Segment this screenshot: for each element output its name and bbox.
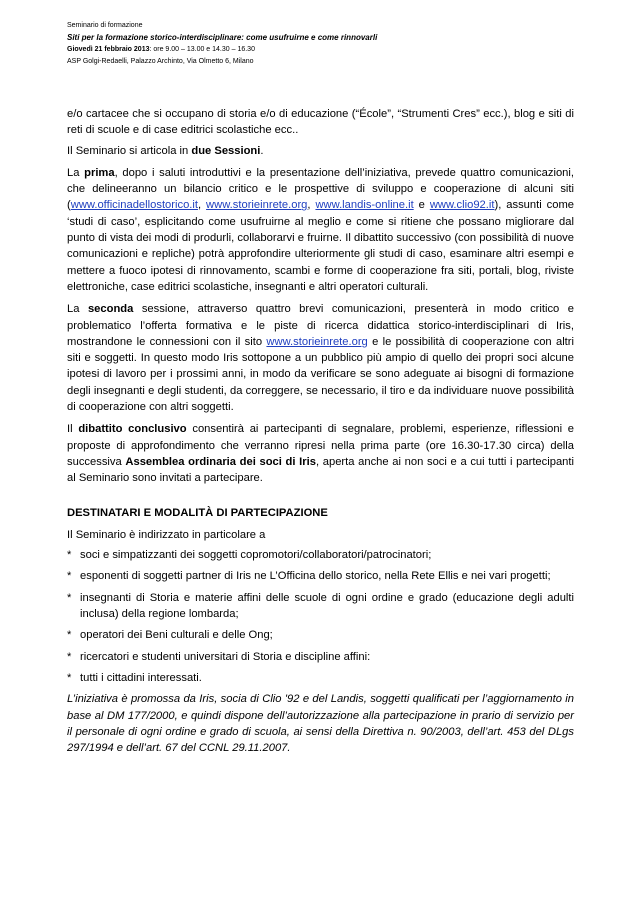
text: e bbox=[413, 199, 430, 212]
bullet-mark: * bbox=[67, 650, 72, 663]
bullet-mark: * bbox=[67, 591, 72, 604]
link-clio92[interactable]: www.clio92.it bbox=[429, 199, 495, 212]
bullet-mark: * bbox=[67, 549, 72, 562]
link-storieinrete-2[interactable]: www.storieinrete.org bbox=[266, 335, 368, 348]
header-label: Seminario di formazione bbox=[67, 22, 143, 29]
paragraph-second-session bbox=[67, 301, 574, 415]
text: . bbox=[260, 144, 264, 157]
list-item bbox=[67, 670, 574, 686]
bold-text: seconda bbox=[87, 303, 134, 316]
text: e le possibilità di cooperazione con altri siti e soggetti. In questo modo Iris sottopone a un pubblico più ampio di quello dei propri soci alcune ipotesi di lavoro per i prossimi anni, in modo da verificare se sono adeguate ai bisogni di formazione degli insegnanti e degli studenti, da correggere, se necessario, il tiro e da individuare nuove possibilità di cooperazione con altri soggetti. bbox=[67, 335, 574, 414]
text: Il Seminario si articola in bbox=[67, 144, 192, 157]
document-header bbox=[67, 20, 587, 68]
bold-text: Assemblea ordinaria dei soci di Iris bbox=[125, 455, 316, 468]
list-item bbox=[67, 568, 574, 584]
list-item bbox=[67, 627, 574, 643]
link-landis-online[interactable]: www.landis-online.it bbox=[315, 199, 414, 212]
list-item-text: operatori dei Beni culturali e delle Ong; bbox=[80, 629, 273, 642]
bullet-mark: * bbox=[67, 629, 72, 642]
text: , dopo i saluti introduttivi e la presentazione dell’iniziativa, prevede quattro comunicazioni, che delineeranno un bilancio critico e le prospettive di sviluppo e cooperazione di alcuni siti ( bbox=[67, 166, 574, 212]
list-item-text: tutti i cittadini interessati. bbox=[80, 671, 202, 684]
section-heading: DESTINATARI E MODALITÀ DI PARTECIPAZIONE bbox=[67, 506, 328, 519]
text: Il bbox=[67, 423, 79, 436]
paragraph-sessions bbox=[67, 143, 574, 159]
bold-text: prima bbox=[84, 166, 115, 179]
paragraph-first-session bbox=[67, 165, 574, 295]
bold-text: dibattito conclusivo bbox=[78, 423, 187, 436]
text: La bbox=[67, 166, 85, 179]
text: , aperta anche ai non soci e a cui tutti i partecipanti al Seminario sono invitati a partecipare. bbox=[67, 455, 574, 485]
header-date-bold: Giovedì 21 febbraio 2013 bbox=[67, 46, 150, 53]
audience-list bbox=[67, 547, 574, 686]
header-place: ASP Golgi-Redaelli, Palazzo Archinto, Via Olmetto 6, Milano bbox=[67, 58, 254, 65]
header-date bbox=[67, 44, 587, 56]
text: , bbox=[307, 199, 316, 212]
list-item-text: esponenti di soggetti partner di Iris ne L’Officina dello storico, nella Rete Ellis e nei vari progetti; bbox=[80, 570, 551, 583]
document-body bbox=[67, 106, 574, 768]
list-item-text: insegnanti di Storia e materie affini delle scuole di ogni ordine e grado (educazione degli adulti inclusa) della regione lombarda; bbox=[80, 591, 574, 621]
text: sessione, attraverso quattro brevi comunicazioni, presenterà in modo critico e problematico l’offerta formativa e le piste di ricerca didattica storico-interdisciplinari di Iris, mostrandone le connessioni con il sito bbox=[67, 303, 574, 348]
text: , bbox=[198, 199, 207, 212]
paragraph-1: e/o cartacee che si occupano di storia e/o di educazione (“École”, “Strumenti Cres” ecc.), blog e siti di reti di scuole e di case editrici scolastiche ecc.. bbox=[67, 108, 574, 137]
text: La bbox=[67, 303, 88, 316]
link-storieinrete[interactable]: www.storieinrete.org bbox=[206, 199, 308, 212]
link-officinadellostorico[interactable]: www.officinadellostorico.it bbox=[70, 199, 198, 212]
text: ), assunti come ‘studi di caso’, esplicitando come usufruirne al meglio e come si ritiene che possano migliorare dal punto di vista dei modi di produrli, collaborarvi e fruirne. Il dibattito successivo (con possibilità di nuove comunicazioni e repliche) potrà approfondire ulteriormente gli studi di caso, esaminare altri esempi e mettere a fuoco ipotesi di rinnovamento, scambi e forme di cooperazione fra siti, portali, blog, riviste elettroniche, case editrici scolastiche, insegnanti e altri operatori culturali. bbox=[67, 199, 574, 293]
bold-text: due Sessioni bbox=[191, 144, 261, 157]
list-item bbox=[67, 590, 574, 623]
text: consentirà ai partecipanti di segnalare, problemi, esperienze, riflessioni e proposte di approfondimento che verranno ripresi nella prima parte (ore 16.30-17.30 circa) della successiva bbox=[67, 423, 575, 468]
bullet-mark: * bbox=[67, 570, 72, 583]
paragraph-final-debate bbox=[67, 421, 574, 486]
header-date-rest: : ore 9.00 – 13.00 e 14.30 – 16.30 bbox=[149, 46, 255, 53]
list-item-text: ricercatori e studenti universitari di Storia e discipline affini: bbox=[80, 650, 371, 663]
list-item bbox=[67, 547, 574, 563]
list-item bbox=[67, 649, 574, 665]
header-title: Siti per la formazione storico-interdisciplinare: come usufruirne e come rinnovarli bbox=[67, 33, 378, 42]
bullet-mark: * bbox=[67, 671, 72, 684]
list-item-text: soci e simpatizzanti dei soggetti copromotori/collaboratori/patrocinatori; bbox=[80, 549, 432, 562]
closing-note: L’iniziativa è promossa da Iris, socia di Clio '92 e del Landis, soggetti qualificati per l’aggiornamento in base al DM 177/2000, e quindi dispone dell’autorizzazione alla partecipazione in prario di servizio per il personale di ogni ordine e grado di scuola, ai sensi della Direttiva n. 90/2003, dell’art. 453 del DLgs 297/1994 e dell’art. 67 del CCNL 29.11.2007. bbox=[67, 693, 574, 755]
section-intro: Il Seminario è indirizzato in particolare a bbox=[67, 528, 266, 541]
